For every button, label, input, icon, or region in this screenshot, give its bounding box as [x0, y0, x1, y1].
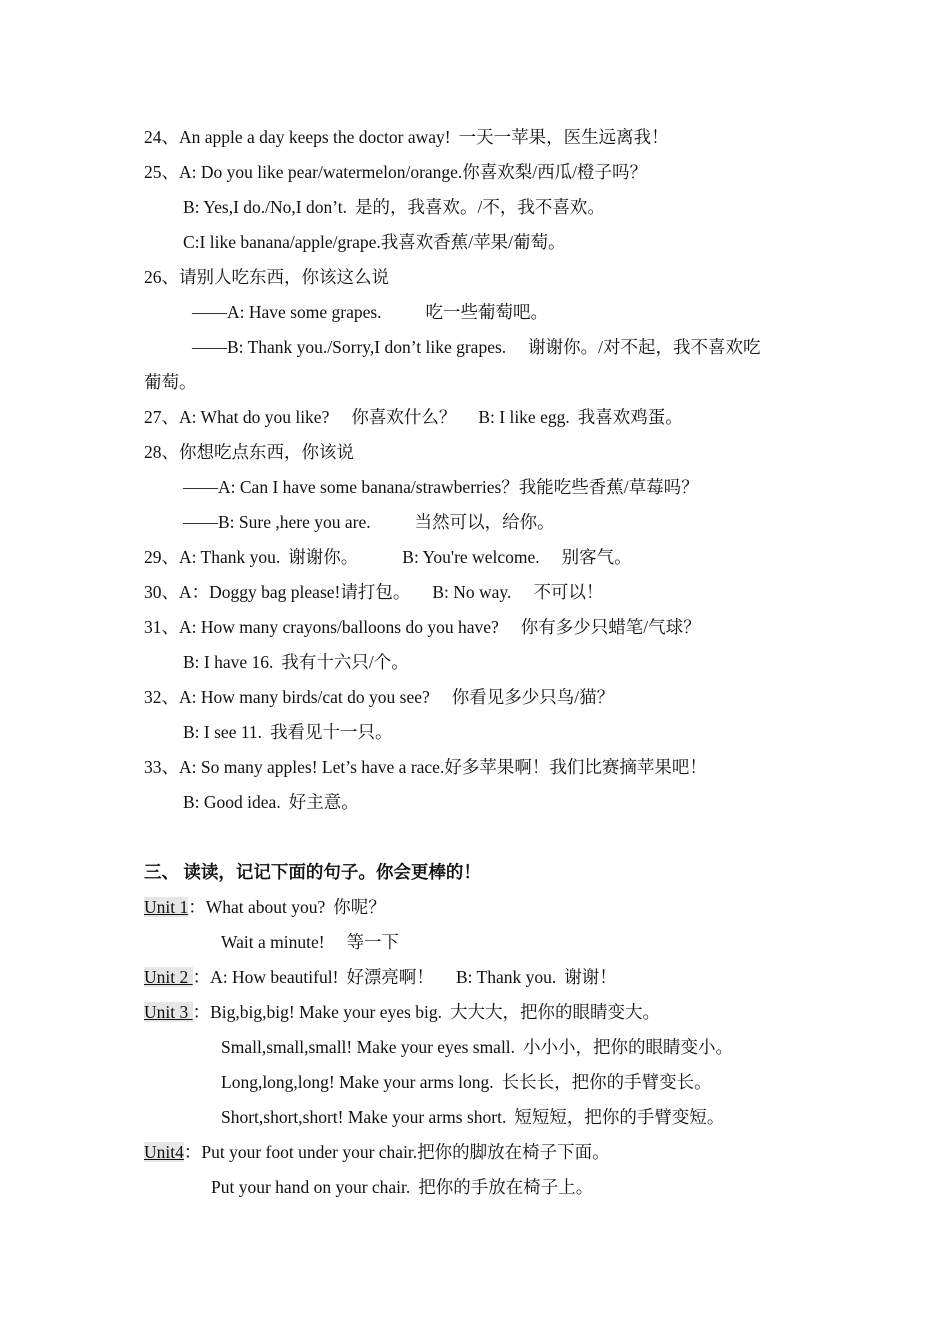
sentence-zh: 我有十六只/个。 [281, 652, 409, 672]
sentence-zh: 等一下 [346, 932, 400, 952]
sentence-text: 葡萄。 [144, 372, 197, 392]
sentence-en: 29、A: Thank you. [144, 547, 281, 567]
sentence-en: 24、An apple a day keeps the doctor away! [144, 127, 451, 147]
sentence-25-c [183, 230, 566, 254]
sentence-31-a [144, 615, 701, 639]
sentence-zh: 长长长，把你的手臂变长。 [501, 1072, 712, 1092]
unit-3-line-3 [221, 1070, 712, 1094]
sentence-en: B: You're welcome. [402, 547, 540, 567]
sentence-en: B: I have 16. [183, 652, 274, 672]
unit-4-label: Unit4 [144, 1142, 184, 1162]
unit-3-line-2 [221, 1035, 733, 1059]
sentence-en: B: I see 11. [183, 722, 263, 742]
sentence-en: B: Yes,I do./No,I don’t. [183, 197, 348, 217]
sentence-text: ——A: Can I have some banana/strawberries？我能吃些香蕉/草莓吗？ [183, 477, 699, 497]
unit-3-label: Unit 3 [144, 1002, 193, 1022]
sentence-zh: 小小小，把你的眼睛变小。 [523, 1037, 734, 1057]
sentence-zh: 把你的手放在椅子上。 [418, 1177, 594, 1197]
sentence-29 [144, 545, 632, 569]
sentence-30 [144, 580, 603, 604]
unit-4-line-2 [211, 1175, 593, 1199]
sentence-en: Short,short,short! Make your arms short. [221, 1107, 507, 1127]
sentence-zh: 谢谢！ [564, 967, 617, 987]
sentence-zh: 我喜欢鸡蛋。 [577, 407, 683, 427]
unit-3-line-4 [221, 1105, 724, 1129]
sentence-31-b [183, 650, 409, 674]
sentence-zh: 好漂亮啊！ [346, 967, 434, 987]
sentence-28-b [183, 510, 555, 534]
unit-2-line-1 [144, 965, 617, 989]
sentence-en: ：A: How beautiful! [192, 967, 339, 987]
sentence-26-b [192, 335, 761, 359]
sentence-text: 25、A: Do you like pear/watermelon/orange.你喜欢梨/西瓜/橙子吗？ [144, 162, 648, 182]
sentence-en: 30、A：Doggy bag please!请打包。 [144, 582, 411, 602]
sentence-en: B: Thank you. [455, 967, 557, 987]
sentence-zh: 谢谢你。 [288, 547, 359, 567]
sentence-zh: 你呢？ [333, 897, 386, 917]
unit-1-line-1 [144, 895, 386, 919]
section-heading: 三、 读读，记记下面的句子。你会更棒的！ [144, 862, 481, 882]
sentence-en: B: I like egg. [478, 407, 570, 427]
sentence-text: 26、请别人吃东西，你该这么说 [144, 267, 389, 287]
sentence-en: Small,small,small! Make your eyes small. [221, 1037, 516, 1057]
sentence-28 [144, 440, 354, 464]
sentence-zh: 大大大，把你的眼睛变大。 [449, 1002, 660, 1022]
sentence-24 [144, 125, 669, 149]
sentence-zh: 吃一些葡萄吧。 [425, 302, 549, 322]
sentence-zh: 好主意。 [288, 792, 359, 812]
unit-1-label: Unit 1 [144, 897, 189, 917]
sentence-zh: 不可以！ [533, 582, 604, 602]
unit-2-label: Unit 2 [144, 967, 193, 987]
sentence-en: ：Big,big,big! Make your eyes big. [192, 1002, 442, 1022]
sentence-en: 27、A: What do you like? [144, 407, 330, 427]
sentence-27 [144, 405, 683, 429]
sentence-32-b [183, 720, 393, 744]
sentence-en: ——B: Sure ,here you are. [183, 512, 371, 532]
sentence-33-a [144, 755, 707, 779]
sentence-zh: 你喜欢什么？ [351, 407, 457, 427]
unit-3-line-1 [144, 1000, 660, 1024]
sentence-zh: 别客气。 [561, 547, 632, 567]
sentence-zh: 谢谢你。/对不起，我不喜欢吃 [528, 337, 761, 357]
sentence-text: 33、A: So many apples! Let’s have a race.好多苹果啊！我们比赛摘苹果吧！ [144, 757, 707, 777]
sentence-en: 31、A: How many crayons/balloons do you have? [144, 617, 499, 637]
sentence-en: ：What about you? [188, 897, 326, 917]
sentence-en: Put your hand on your chair. [211, 1177, 411, 1197]
sentence-en: Long,long,long! Make your arms long. [221, 1072, 494, 1092]
sentence-en: ——B: Thank you./Sorry,I don’t like grapes. [192, 337, 507, 357]
sentence-26-c [144, 370, 197, 394]
sentence-zh: 当然可以，给你。 [414, 512, 555, 532]
sentence-zh: 短短短，把你的手臂变短。 [514, 1107, 725, 1127]
sentence-zh: 你有多少只蜡笔/气球？ [520, 617, 701, 637]
sentence-en: 32、A: How many birds/cat do you see? [144, 687, 430, 707]
sentence-25-a [144, 160, 647, 184]
sentence-text: 28、你想吃点东西，你该说 [144, 442, 354, 462]
sentence-25-b [183, 195, 605, 219]
sentence-text: C:I like banana/apple/grape.我喜欢香蕉/苹果/葡萄。 [183, 232, 566, 252]
unit-4-line-1 [144, 1140, 610, 1164]
sentence-zh: 你看见多少只鸟/猫？ [451, 687, 615, 707]
sentence-26 [144, 265, 389, 289]
sentence-zh: 一天一苹果，医生远离我！ [458, 127, 669, 147]
sentence-26-a [192, 300, 548, 324]
sentence-en: Wait a minute! [221, 932, 325, 952]
sentence-text: ：Put your foot under your chair.把你的脚放在椅子下面。 [183, 1142, 610, 1162]
sentence-en: B: No way. [432, 582, 512, 602]
unit-1-line-2 [221, 930, 399, 954]
sentence-zh: 是的，我喜欢。/不，我不喜欢。 [355, 197, 605, 217]
sentence-33-b [183, 790, 359, 814]
sentence-32-a [144, 685, 614, 709]
sentence-28-a [183, 475, 699, 499]
sentence-en: ——A: Have some grapes. [192, 302, 382, 322]
sentence-zh: 我看见十一只。 [270, 722, 393, 742]
sentence-en: B: Good idea. [183, 792, 281, 812]
